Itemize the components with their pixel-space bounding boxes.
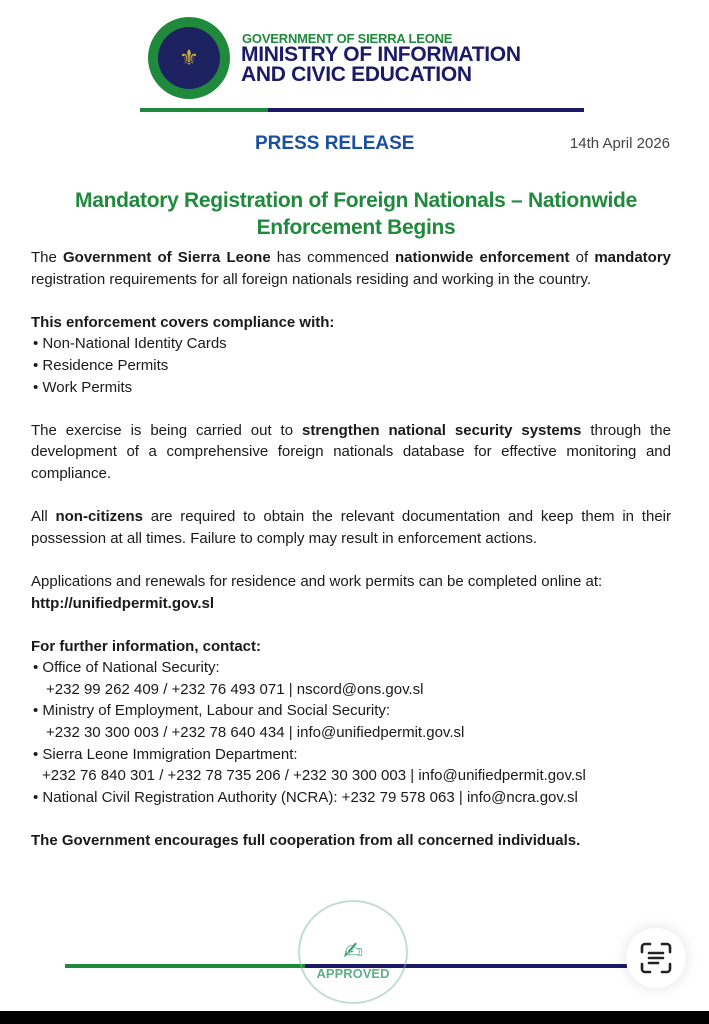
permit-link[interactable]: http://unifiedpermit.gov.sl xyxy=(31,594,215,612)
paragraph-requirement: All non-citizens are required to obtain the relevant documentation and keep them in their possession at all times. Failure to comply may result in enforcement actions. xyxy=(31,508,671,547)
header-divider-green xyxy=(140,108,268,112)
scan-text-icon xyxy=(639,941,673,975)
stamp-label: APPROVED xyxy=(316,966,390,981)
contact-section xyxy=(31,636,671,809)
paragraph-intro: The Government of Sierra Leone has commenced nationwide enforcement of mandatory registration requirements for all foreign nationals residing and working in the country. xyxy=(31,249,671,288)
coat-of-arms-icon: ⚜ xyxy=(158,27,220,89)
ministry-name xyxy=(241,45,521,85)
contact-heading: For further information, contact: xyxy=(31,637,261,655)
header-divider-navy xyxy=(268,108,584,112)
contact-detail: +232 76 840 301 / +232 78 735 206 / +232 30 300 003 | info@unifiedpermit.gov.sl xyxy=(42,767,586,785)
list-item: • Work Permits xyxy=(33,378,133,396)
headline xyxy=(21,187,691,241)
ministry-seal xyxy=(148,17,230,99)
press-release-label: PRESS RELEASE xyxy=(255,133,415,154)
release-date: 14th April 2026 xyxy=(569,135,670,152)
paragraph-purpose: The exercise is being carried out to strengthen national security systems through the development of a comprehensive foreign nationals database for effective monitoring and compliance. xyxy=(31,421,671,482)
contact-name: • National Civil Registration Authority (NCRA): +232 79 578 063 | info@ncra.gov.sl xyxy=(33,788,578,806)
contact-name: • Ministry of Employment, Labour and Social Security: xyxy=(33,702,391,720)
ministry-line1: MINISTRY OF INFORMATION xyxy=(241,43,521,66)
headline-line2: Enforcement Begins xyxy=(256,216,456,239)
press-release-body xyxy=(31,187,671,852)
list-item: • Residence Permits xyxy=(33,356,169,374)
government-label: GOVERNMENT OF SIERRA LEONE xyxy=(242,31,453,46)
scan-text-button[interactable] xyxy=(626,928,686,988)
approved-stamp xyxy=(298,900,408,1004)
headline-line1: Mandatory Registration of Foreign Nationals – Nationwide xyxy=(75,189,637,212)
coverage-heading: This enforcement covers compliance with: xyxy=(31,313,335,331)
coverage-section xyxy=(31,312,671,398)
bottom-bar xyxy=(0,1011,709,1024)
footer-divider-green xyxy=(65,964,305,968)
contact-detail: +232 30 300 003 / +232 78 640 434 | info@unifiedpermit.gov.sl xyxy=(46,724,465,742)
contact-name: • Sierra Leone Immigration Department: xyxy=(33,745,298,763)
ministry-line2: AND CIVIC EDUCATION xyxy=(241,63,472,86)
applications-text: Applications and renewals for residence and work permits can be completed online at: xyxy=(31,572,603,590)
signature-icon: ✍ xyxy=(342,938,364,965)
list-item: • Non-National Identity Cards xyxy=(33,335,227,353)
closing-statement: The Government encourages full cooperation from all concerned individuals. xyxy=(31,832,581,850)
paragraph-applications xyxy=(31,571,671,614)
contact-detail: +232 99 262 409 / +232 76 493 071 | nscord@ons.gov.sl xyxy=(46,680,424,698)
contact-name: • Office of National Security: xyxy=(33,659,220,677)
